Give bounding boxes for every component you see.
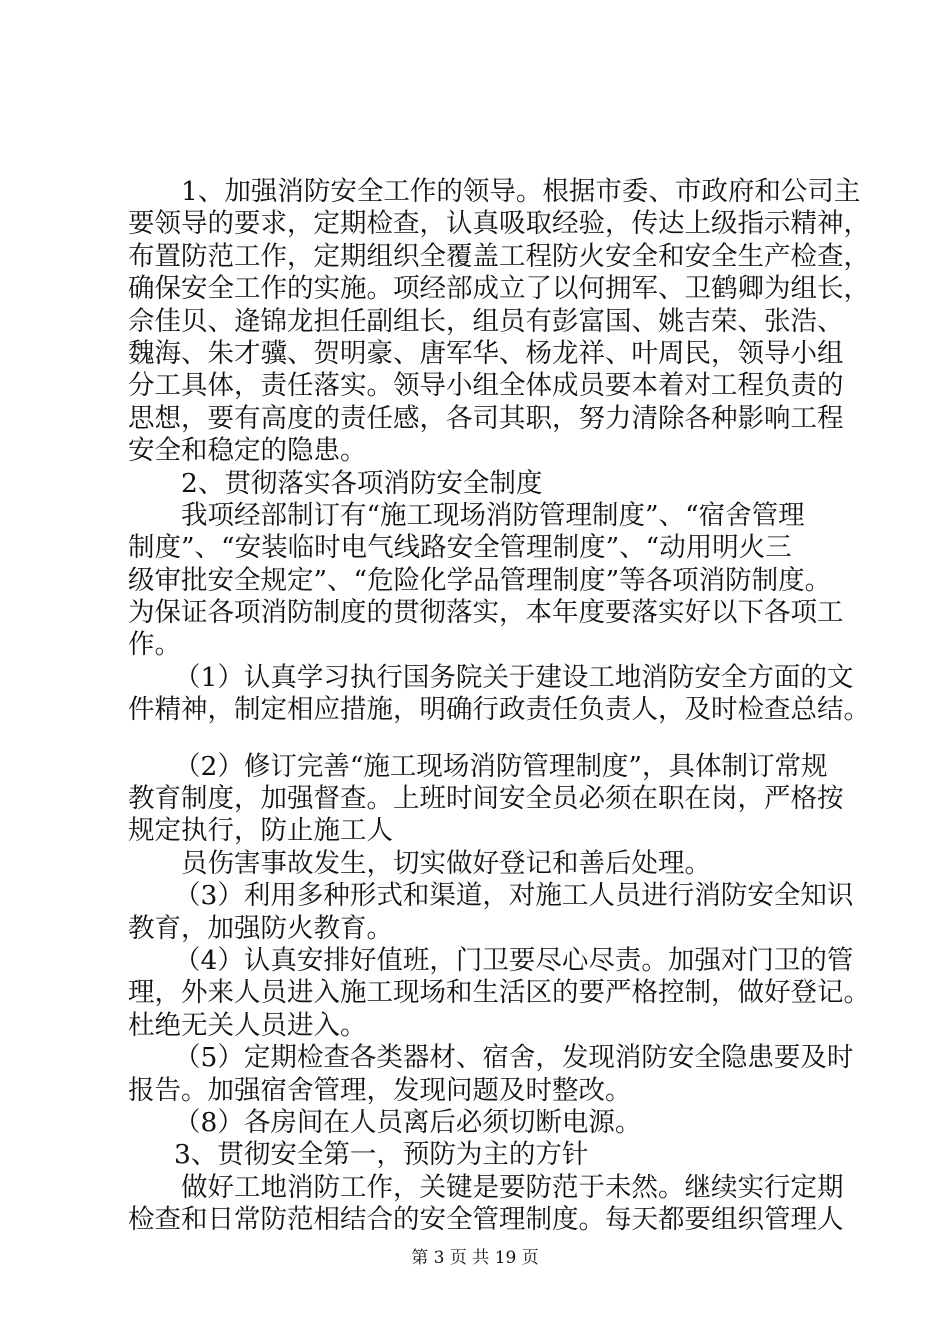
text-line: 级审批安全规定”、“危险化学品管理制度”等各项消防制度。 bbox=[128, 564, 832, 596]
text-line: 佘佳贝、逄锦龙担任副组长，组员有彭富国、姚吉荣、张浩、 bbox=[128, 305, 844, 337]
text-line: 我项经部制订有“施工现场消防管理制度”、“宿舍管理 bbox=[181, 499, 805, 531]
text-line: 3、贯彻安全第一，预防为主的方针 bbox=[174, 1139, 589, 1171]
text-line: 教育，加强防火教育。 bbox=[128, 912, 393, 944]
text-line: （4）认真安排好值班，门卫要尽心尽责。加强对门卫的管 bbox=[174, 944, 854, 976]
text-line: 为保证各项消防制度的贯彻落实，本年度要落实好以下各项工 bbox=[128, 597, 844, 629]
section-heading-3 bbox=[128, 1139, 838, 1171]
text-line: （1）认真学习执行国务院关于建设工地消防安全方面的文 bbox=[174, 661, 854, 693]
paragraph-continuation bbox=[128, 848, 838, 880]
text-line: 1、加强消防安全工作的领导。根据市委、市政府和公司主 bbox=[181, 176, 861, 207]
text-line: （5）定期检查各类器材、宿舍，发现消防安全隐患要及时 bbox=[174, 1042, 854, 1074]
text-line: 教育制度，加强督查。上班时间安全员必须在职在岗，严格按 bbox=[128, 783, 844, 815]
text-line: 做好工地消防工作，关键是要防范于未然。继续实行定期 bbox=[181, 1171, 844, 1203]
list-item-5 bbox=[128, 1042, 854, 1107]
list-item-1 bbox=[128, 661, 870, 727]
page-number-footer: 第 3 页 共 19 页 bbox=[411, 1248, 539, 1268]
paragraph-3 bbox=[128, 1171, 844, 1237]
text-line: 制度”、“安装临时电气线路安全管理制度”、“动用明火三 bbox=[128, 532, 792, 564]
list-item-4 bbox=[128, 944, 870, 1042]
text-line: 安全和稳定的隐患。 bbox=[128, 435, 367, 467]
document-body bbox=[128, 176, 870, 1237]
text-line: （8）各房间在人员离后必须切断电源。 bbox=[174, 1106, 642, 1138]
text-line: 分工具体，责任落实。领导小组全体成员要本着对工程负责的 bbox=[128, 370, 844, 402]
paragraph-2 bbox=[128, 499, 844, 662]
text-line: 魏海、朱才骥、贺明豪、唐军华、杨龙祥、叶周民，领导小组 bbox=[128, 337, 844, 369]
section-heading-2 bbox=[128, 468, 838, 500]
text-line: 要领导的要求，定期检查，认真吸取经验，传达上级指示精神， bbox=[128, 208, 870, 240]
list-item-3 bbox=[128, 880, 854, 945]
text-line: 思想，要有高度的责任感，各司其职，努力清除各种影响工程 bbox=[128, 402, 844, 434]
text-line: （2）修订完善“施工现场消防管理制度”，具体制订常规 bbox=[174, 750, 828, 782]
text-line: 理，外来人员进入施工现场和生活区的要严格控制，做好登记。 bbox=[128, 977, 870, 1009]
text-line: （3）利用多种形式和渠道，对施工人员进行消防安全知识 bbox=[174, 880, 854, 912]
text-line: 2、贯彻落实各项消防安全制度 bbox=[181, 467, 543, 499]
text-line: 检查和日常防范相结合的安全管理制度。每天都要组织管理人 bbox=[128, 1204, 844, 1236]
text-line: 杜绝无关人员进入。 bbox=[128, 1009, 367, 1041]
text-line: 规定执行，防止施工人 bbox=[128, 815, 393, 847]
text-line: 报告。加强宿舍管理，发现问题及时整改。 bbox=[128, 1074, 632, 1106]
paragraph-1 bbox=[128, 176, 870, 468]
text-line: 确保安全工作的实施。项经部成立了以何拥军、卫鹤卿为组长， bbox=[128, 273, 870, 305]
text-line: 布置防范工作，定期组织全覆盖工程防火安全和安全生产检查， bbox=[128, 240, 870, 272]
text-line: 员伤害事故发生，切实做好登记和善后处理。 bbox=[181, 847, 711, 879]
text-line: 件精神，制定相应措施，明确行政责任负责人，及时检查总结。 bbox=[128, 694, 870, 726]
list-item-2 bbox=[128, 750, 844, 848]
blank-line bbox=[128, 727, 838, 751]
list-item-8 bbox=[128, 1107, 838, 1139]
text-line: 作。 bbox=[128, 629, 181, 661]
